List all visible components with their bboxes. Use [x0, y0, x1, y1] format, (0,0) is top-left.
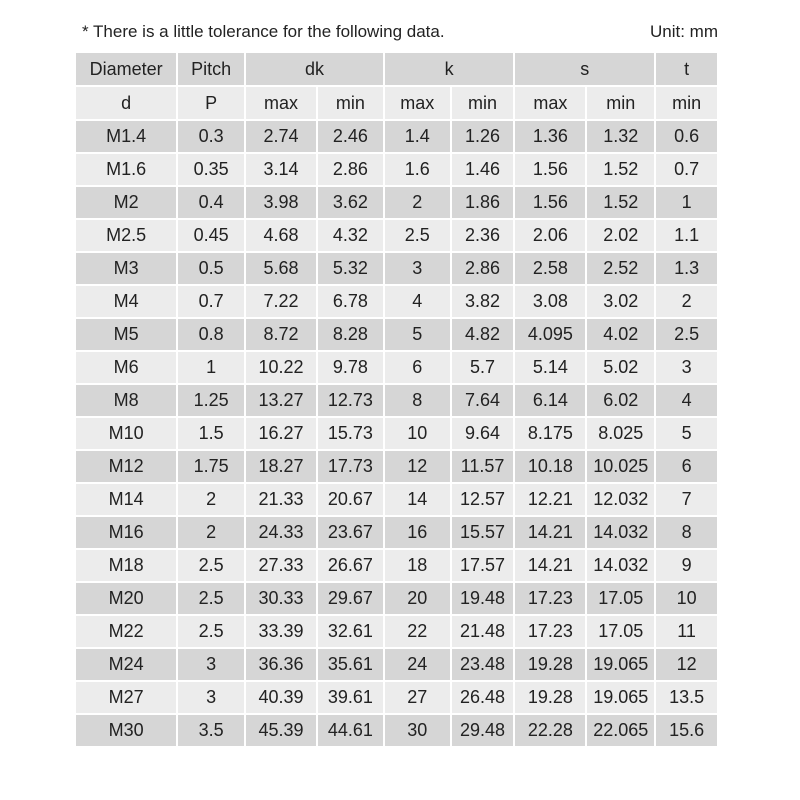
unit-label: Unit: mm	[650, 22, 718, 41]
row-diameter-cell: M22	[76, 616, 176, 647]
header-diameter: Diameter	[76, 53, 176, 85]
table-cell: 7	[656, 484, 717, 515]
table-cell: 39.61	[318, 682, 383, 713]
table-cell: 29.67	[318, 583, 383, 614]
table-cell: 2.02	[587, 220, 654, 251]
table-cell: 17.23	[515, 616, 585, 647]
table-row	[76, 484, 717, 515]
row-diameter-cell: M5	[76, 319, 176, 350]
header-s: s	[515, 53, 654, 85]
table-cell: 12.73	[318, 385, 383, 416]
header-sub-cell: max	[246, 87, 316, 119]
table-cell: 6.78	[318, 286, 383, 317]
table-cell: 3	[178, 682, 244, 713]
table-cell: 1.25	[178, 385, 244, 416]
table-cell: 19.48	[452, 583, 514, 614]
screw-dimensions-table	[74, 51, 719, 748]
table-cell: 12.57	[452, 484, 514, 515]
table-cell: 3.5	[178, 715, 244, 746]
row-diameter-cell: M1.4	[76, 121, 176, 152]
table-cell: 9.78	[318, 352, 383, 383]
table-cell: 23.48	[452, 649, 514, 680]
table-cell: 21.48	[452, 616, 514, 647]
row-diameter-cell: M30	[76, 715, 176, 746]
table-cell: 20.67	[318, 484, 383, 515]
table-cell: 1	[656, 187, 717, 218]
table-cell: 19.065	[587, 649, 654, 680]
table-cell: 1.52	[587, 187, 654, 218]
table-cell: 1.75	[178, 451, 244, 482]
table-cell: 14.21	[515, 550, 585, 581]
table-row	[76, 517, 717, 548]
table-cell: 8.28	[318, 319, 383, 350]
table-cell: 40.39	[246, 682, 316, 713]
header-sub-cell: min	[587, 87, 654, 119]
row-diameter-cell: M2	[76, 187, 176, 218]
table-cell: 32.61	[318, 616, 383, 647]
table-cell: 15.57	[452, 517, 514, 548]
table-cell: 7.64	[452, 385, 514, 416]
table-cell: 2.86	[452, 253, 514, 284]
table-cell: 8.175	[515, 418, 585, 449]
table-cell: 14.21	[515, 517, 585, 548]
table-cell: 15.73	[318, 418, 383, 449]
table-cell: 17.05	[587, 583, 654, 614]
table-row	[76, 154, 717, 185]
table-cell: 29.48	[452, 715, 514, 746]
table-cell: 6	[385, 352, 450, 383]
table-cell: 10	[656, 583, 717, 614]
table-cell: 18	[385, 550, 450, 581]
table-cell: 0.5	[178, 253, 244, 284]
table-cell: 4.68	[246, 220, 316, 251]
table-cell: 5	[656, 418, 717, 449]
table-cell: 12.21	[515, 484, 585, 515]
table-cell: 1.6	[385, 154, 450, 185]
table-cell: 0.6	[656, 121, 717, 152]
table-cell: 1.4	[385, 121, 450, 152]
table-cell: 1.5	[178, 418, 244, 449]
header-row-sub	[76, 87, 717, 119]
table-cell: 36.36	[246, 649, 316, 680]
table-row	[76, 187, 717, 218]
table-cell: 2.58	[515, 253, 585, 284]
table-cell: 14	[385, 484, 450, 515]
table-cell: 5.32	[318, 253, 383, 284]
table-row	[76, 352, 717, 383]
table-cell: 13.27	[246, 385, 316, 416]
table-cell: 5.02	[587, 352, 654, 383]
table-cell: 2.86	[318, 154, 383, 185]
table-cell: 1.52	[587, 154, 654, 185]
table-cell: 1.56	[515, 154, 585, 185]
table-cell: 10	[385, 418, 450, 449]
table-cell: 2.74	[246, 121, 316, 152]
table-cell: 26.67	[318, 550, 383, 581]
table-cell: 10.025	[587, 451, 654, 482]
table-cell: 2	[656, 286, 717, 317]
table-cell: 6.02	[587, 385, 654, 416]
table-cell: 2	[178, 517, 244, 548]
table-row	[76, 616, 717, 647]
table-cell: 9.64	[452, 418, 514, 449]
table-cell: 9	[656, 550, 717, 581]
table-cell: 2.5	[178, 550, 244, 581]
table-body	[76, 53, 717, 746]
table-cell: 11	[656, 616, 717, 647]
table-cell: 3	[656, 352, 717, 383]
table-cell: 19.28	[515, 682, 585, 713]
table-cell: 8	[656, 517, 717, 548]
table-cell: 1.3	[656, 253, 717, 284]
table-cell: 8.025	[587, 418, 654, 449]
header-t: t	[656, 53, 717, 85]
row-diameter-cell: M1.6	[76, 154, 176, 185]
table-row	[76, 451, 717, 482]
table-cell: 24.33	[246, 517, 316, 548]
table-cell: 12	[385, 451, 450, 482]
table-cell: 19.28	[515, 649, 585, 680]
table-cell: 24	[385, 649, 450, 680]
header-row-top	[76, 53, 717, 85]
table-cell: 0.3	[178, 121, 244, 152]
row-diameter-cell: M18	[76, 550, 176, 581]
table-cell: 6.14	[515, 385, 585, 416]
table-cell: 4	[385, 286, 450, 317]
table-cell: 1.86	[452, 187, 514, 218]
table-cell: 1.32	[587, 121, 654, 152]
table-cell: 12	[656, 649, 717, 680]
table-row	[76, 583, 717, 614]
row-diameter-cell: M10	[76, 418, 176, 449]
table-row	[76, 121, 717, 152]
table-cell: 26.48	[452, 682, 514, 713]
table-cell: 10.22	[246, 352, 316, 383]
table-cell: 2	[385, 187, 450, 218]
table-cell: 2.5	[656, 319, 717, 350]
table-cell: 0.7	[656, 154, 717, 185]
table-cell: 27.33	[246, 550, 316, 581]
table-row	[76, 385, 717, 416]
table-cell: 2.52	[587, 253, 654, 284]
table-cell: 1.36	[515, 121, 585, 152]
table-cell: 14.032	[587, 517, 654, 548]
table-cell: 3	[178, 649, 244, 680]
table-cell: 8.72	[246, 319, 316, 350]
table-cell: 11.57	[452, 451, 514, 482]
header-sub-cell: max	[515, 87, 585, 119]
table-cell: 27	[385, 682, 450, 713]
row-diameter-cell: M20	[76, 583, 176, 614]
table-cell: 16	[385, 517, 450, 548]
table-cell: 10.18	[515, 451, 585, 482]
table-cell: 0.4	[178, 187, 244, 218]
tolerance-note: * There is a little tolerance for the following data.	[82, 22, 445, 41]
header-sub-cell: P	[178, 87, 244, 119]
table-cell: 3.02	[587, 286, 654, 317]
table-cell: 1.26	[452, 121, 514, 152]
row-diameter-cell: M12	[76, 451, 176, 482]
table-cell: 3	[385, 253, 450, 284]
table-cell: 44.61	[318, 715, 383, 746]
header-dk: dk	[246, 53, 383, 85]
table-row	[76, 319, 717, 350]
table-cell: 2.5	[178, 616, 244, 647]
table-row	[76, 649, 717, 680]
table-cell: 17.05	[587, 616, 654, 647]
table-cell: 22.065	[587, 715, 654, 746]
table-row	[76, 286, 717, 317]
row-diameter-cell: M24	[76, 649, 176, 680]
table-cell: 18.27	[246, 451, 316, 482]
table-cell: 2.36	[452, 220, 514, 251]
table-cell: 4.82	[452, 319, 514, 350]
table-row	[76, 220, 717, 251]
header-sub-cell: min	[452, 87, 514, 119]
table-cell: 5.14	[515, 352, 585, 383]
table-cell: 0.35	[178, 154, 244, 185]
table-cell: 22	[385, 616, 450, 647]
table-cell: 30	[385, 715, 450, 746]
table-cell: 7.22	[246, 286, 316, 317]
table-cell: 33.39	[246, 616, 316, 647]
row-diameter-cell: M3	[76, 253, 176, 284]
table-cell: 17.23	[515, 583, 585, 614]
table-cell: 12.032	[587, 484, 654, 515]
table-cell: 0.7	[178, 286, 244, 317]
row-diameter-cell: M14	[76, 484, 176, 515]
table-cell: 13.5	[656, 682, 717, 713]
table-cell: 4	[656, 385, 717, 416]
table-cell: 2.5	[178, 583, 244, 614]
table-cell: 3.14	[246, 154, 316, 185]
table-cell: 2.46	[318, 121, 383, 152]
table-cell: 2.5	[385, 220, 450, 251]
table-cell: 45.39	[246, 715, 316, 746]
row-diameter-cell: M8	[76, 385, 176, 416]
row-diameter-cell: M6	[76, 352, 176, 383]
table-cell: 17.73	[318, 451, 383, 482]
header-sub-cell: max	[385, 87, 450, 119]
table-cell: 3.62	[318, 187, 383, 218]
table-cell: 8	[385, 385, 450, 416]
row-diameter-cell: M4	[76, 286, 176, 317]
table-cell: 4.095	[515, 319, 585, 350]
table-cell: 1.1	[656, 220, 717, 251]
table-row	[76, 418, 717, 449]
header-sub-cell: d	[76, 87, 176, 119]
header-sub-cell: min	[656, 87, 717, 119]
table-cell: 17.57	[452, 550, 514, 581]
table-cell: 3.98	[246, 187, 316, 218]
table-cell: 1	[178, 352, 244, 383]
header-sub-cell: min	[318, 87, 383, 119]
table-cell: 30.33	[246, 583, 316, 614]
row-diameter-cell: M27	[76, 682, 176, 713]
table-cell: 3.82	[452, 286, 514, 317]
table-row	[76, 682, 717, 713]
table-cell: 1.56	[515, 187, 585, 218]
table-cell: 2	[178, 484, 244, 515]
table-cell: 0.8	[178, 319, 244, 350]
table-cell: 21.33	[246, 484, 316, 515]
table-cell: 14.032	[587, 550, 654, 581]
table-cell: 2.06	[515, 220, 585, 251]
table-cell: 4.02	[587, 319, 654, 350]
row-diameter-cell: M2.5	[76, 220, 176, 251]
table-cell: 35.61	[318, 649, 383, 680]
table-cell: 4.32	[318, 220, 383, 251]
table-cell: 19.065	[587, 682, 654, 713]
table-cell: 23.67	[318, 517, 383, 548]
table-cell: 15.6	[656, 715, 717, 746]
table-row	[76, 550, 717, 581]
table-row	[76, 253, 717, 284]
table-cell: 6	[656, 451, 717, 482]
table-cell: 0.45	[178, 220, 244, 251]
header-pitch: Pitch	[178, 53, 244, 85]
table-cell: 20	[385, 583, 450, 614]
row-diameter-cell: M16	[76, 517, 176, 548]
table-cell: 5.68	[246, 253, 316, 284]
table-cell: 3.08	[515, 286, 585, 317]
table-cell: 5	[385, 319, 450, 350]
table-cell: 22.28	[515, 715, 585, 746]
table-cell: 5.7	[452, 352, 514, 383]
header-k: k	[385, 53, 514, 85]
table-row	[76, 715, 717, 746]
table-cell: 1.46	[452, 154, 514, 185]
table-cell: 16.27	[246, 418, 316, 449]
